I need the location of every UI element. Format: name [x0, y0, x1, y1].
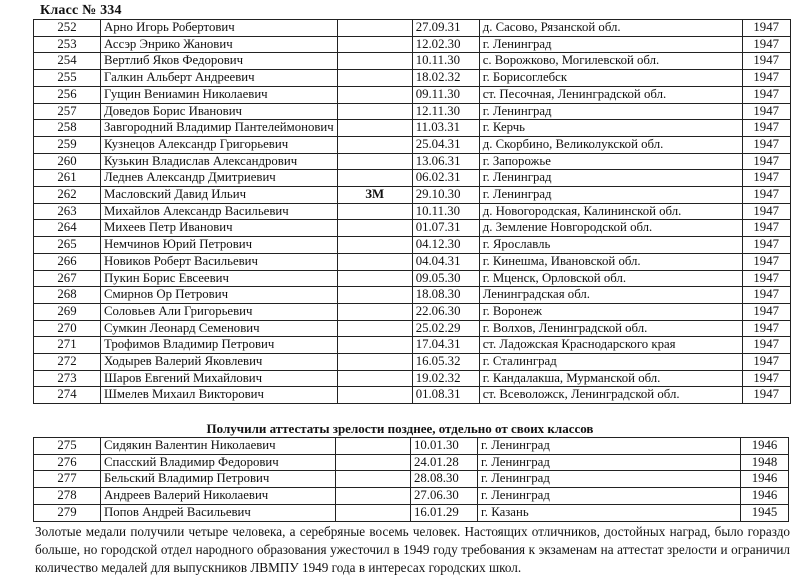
birth-date-cell: 10.11.30	[412, 53, 479, 70]
birth-place-cell: ст. Всеволожск, Ленинградской обл.	[479, 387, 742, 404]
medal-mark-cell	[336, 488, 411, 505]
birth-place-cell: г. Кандалакша, Мурманской обл.	[479, 370, 742, 387]
year-cell: 1947	[742, 220, 790, 237]
table-row	[34, 337, 791, 354]
student-name-cell: Арно Игорь Робертович	[101, 20, 338, 37]
student-name-cell: Шмелев Михаил Викторович	[101, 387, 338, 404]
birth-date-cell: 04.04.31	[412, 253, 479, 270]
birth-date-cell: 12.02.30	[412, 36, 479, 53]
section-title: Получили аттестаты зрелости позднее, отдельно от своих классов	[206, 421, 594, 436]
student-name-cell: Ассэр Энрико Жанович	[101, 36, 338, 53]
row-number-cell: 255	[34, 70, 101, 87]
birth-place-cell: г. Ленинград	[478, 454, 741, 471]
year-cell: 1947	[742, 237, 790, 254]
medal-mark-cell	[337, 253, 412, 270]
medal-mark-cell	[336, 504, 411, 521]
birth-date-cell: 10.01.30	[411, 438, 478, 455]
birth-date-cell: 18.02.32	[412, 70, 479, 87]
row-number-cell: 260	[34, 153, 101, 170]
table-row	[34, 454, 789, 471]
medal-mark-cell: ЗМ	[337, 187, 412, 204]
table-row	[34, 20, 791, 37]
birth-date-cell: 01.08.31	[412, 387, 479, 404]
student-name-cell: Смирнов Ор Петрович	[101, 287, 338, 304]
table-row	[34, 170, 791, 187]
student-name-cell: Галкин Альберт Андреевич	[101, 70, 338, 87]
birth-place-cell: г. Ленинград	[479, 103, 742, 120]
medal-mark-cell	[337, 354, 412, 371]
late-roster-table	[33, 437, 789, 522]
year-cell: 1946	[741, 438, 789, 455]
birth-date-cell: 11.03.31	[412, 120, 479, 137]
table-row	[34, 187, 791, 204]
row-number-cell: 275	[34, 438, 101, 455]
year-cell: 1947	[742, 36, 790, 53]
footnote-paragraph: Золотые медали получили четыре человека, а серебряные восемь человек. Настоящих отличников, достойных наград, было гораздо больше, но городской отдел народного образования ужесточил в 1949 году требования к экзаменам на аттестат зрелости и ограничил количество медалей для выпускников ЛВМПУ 1949 года в интересах городских школ.	[35, 524, 790, 576]
student-name-cell: Трофимов Владимир Петрович	[101, 337, 338, 354]
row-number-cell: 277	[34, 471, 101, 488]
row-number-cell: 270	[34, 320, 101, 337]
row-number-cell: 271	[34, 337, 101, 354]
year-cell: 1947	[742, 70, 790, 87]
birth-place-cell: Ленинградская обл.	[479, 287, 742, 304]
year-cell: 1947	[742, 136, 790, 153]
medal-mark-cell	[337, 20, 412, 37]
medal-mark-cell	[337, 153, 412, 170]
medal-mark-cell	[337, 303, 412, 320]
table-row	[34, 86, 791, 103]
table-row	[34, 354, 791, 371]
birth-place-cell: г. Ленинград	[479, 36, 742, 53]
birth-date-cell: 27.06.30	[411, 488, 478, 505]
medal-mark-cell	[337, 136, 412, 153]
year-cell: 1947	[742, 370, 790, 387]
birth-place-cell: д. Скорбино, Великолукской обл.	[479, 136, 742, 153]
medal-mark-cell	[336, 438, 411, 455]
table-row	[34, 237, 791, 254]
row-number-cell: 257	[34, 103, 101, 120]
birth-date-cell: 06.02.31	[412, 170, 479, 187]
medal-mark-cell	[337, 320, 412, 337]
birth-place-cell: д. Земление Новгородской обл.	[479, 220, 742, 237]
medal-mark-cell	[337, 103, 412, 120]
year-cell: 1947	[742, 320, 790, 337]
medal-mark-cell	[337, 36, 412, 53]
table-row	[34, 438, 789, 455]
row-number-cell: 253	[34, 36, 101, 53]
row-number-cell: 265	[34, 237, 101, 254]
medal-mark-cell	[337, 120, 412, 137]
main-roster-table	[33, 19, 791, 404]
birth-place-cell: г. Ленинград	[478, 471, 741, 488]
row-number-cell: 279	[34, 504, 101, 521]
row-number-cell: 256	[34, 86, 101, 103]
student-name-cell: Гущин Вениамин Николаевич	[101, 86, 338, 103]
birth-date-cell: 27.09.31	[412, 20, 479, 37]
student-name-cell: Попов Андрей Васильевич	[101, 504, 336, 521]
table-row	[34, 387, 791, 404]
row-number-cell: 272	[34, 354, 101, 371]
student-name-cell: Михайлов Александр Васильевич	[101, 203, 338, 220]
student-name-cell: Соловьев Али Григорьевич	[101, 303, 338, 320]
medal-mark-cell	[337, 237, 412, 254]
student-name-cell: Кузькин Владислав Александрович	[101, 153, 338, 170]
birth-place-cell: г. Казань	[478, 504, 741, 521]
table-row	[34, 471, 789, 488]
birth-date-cell: 29.10.30	[412, 187, 479, 204]
year-cell: 1948	[741, 454, 789, 471]
row-number-cell: 264	[34, 220, 101, 237]
student-name-cell: Кузнецов Александр Григорьевич	[101, 136, 338, 153]
birth-date-cell: 12.11.30	[412, 103, 479, 120]
year-cell: 1945	[741, 504, 789, 521]
birth-date-cell: 09.11.30	[412, 86, 479, 103]
birth-place-cell: ст. Ладожская Краснодарского края	[479, 337, 742, 354]
year-cell: 1947	[742, 287, 790, 304]
birth-place-cell: с. Ворожково, Могилевской обл.	[479, 53, 742, 70]
row-number-cell: 278	[34, 488, 101, 505]
year-cell: 1947	[742, 387, 790, 404]
table-row	[34, 36, 791, 53]
year-cell: 1947	[742, 170, 790, 187]
student-name-cell: Сидякин Валентин Николаевич	[101, 438, 336, 455]
year-cell: 1947	[742, 86, 790, 103]
year-cell: 1947	[742, 270, 790, 287]
medal-mark-cell	[337, 270, 412, 287]
row-number-cell: 268	[34, 287, 101, 304]
table-row	[34, 488, 789, 505]
table-row	[34, 253, 791, 270]
student-name-cell: Немчинов Юрий Петрович	[101, 237, 338, 254]
birth-date-cell: 01.07.31	[412, 220, 479, 237]
student-name-cell: Доведов Борис Иванович	[101, 103, 338, 120]
medal-mark-cell	[337, 86, 412, 103]
row-number-cell: 276	[34, 454, 101, 471]
year-cell: 1947	[742, 203, 790, 220]
birth-place-cell: г. Керчь	[479, 120, 742, 137]
year-cell: 1947	[742, 253, 790, 270]
student-name-cell: Пукин Борис Евсеевич	[101, 270, 338, 287]
table-row	[34, 53, 791, 70]
year-cell: 1947	[742, 354, 790, 371]
row-number-cell: 267	[34, 270, 101, 287]
year-cell: 1947	[742, 187, 790, 204]
student-name-cell: Шаров Евгений Михайлович	[101, 370, 338, 387]
row-number-cell: 254	[34, 53, 101, 70]
birth-date-cell: 19.02.32	[412, 370, 479, 387]
late-roster-body	[34, 438, 789, 522]
row-number-cell: 273	[34, 370, 101, 387]
row-number-cell: 259	[34, 136, 101, 153]
row-number-cell: 261	[34, 170, 101, 187]
medal-mark-cell	[337, 53, 412, 70]
row-number-cell: 262	[34, 187, 101, 204]
student-name-cell: Сумкин Леонард Семенович	[101, 320, 338, 337]
row-number-cell: 263	[34, 203, 101, 220]
row-number-cell: 258	[34, 120, 101, 137]
student-name-cell: Масловский Давид Ильич	[101, 187, 338, 204]
birth-date-cell: 18.08.30	[412, 287, 479, 304]
medal-mark-cell	[337, 337, 412, 354]
medal-mark-cell	[337, 387, 412, 404]
birth-date-cell: 28.08.30	[411, 471, 478, 488]
student-name-cell: Михеев Петр Иванович	[101, 220, 338, 237]
medal-mark-cell	[337, 203, 412, 220]
student-name-cell: Ходырев Валерий Яковлевич	[101, 354, 338, 371]
birth-place-cell: г. Воронеж	[479, 303, 742, 320]
table-row	[34, 287, 791, 304]
year-cell: 1947	[742, 153, 790, 170]
row-number-cell: 252	[34, 20, 101, 37]
birth-place-cell: г. Ярославль	[479, 237, 742, 254]
student-name-cell: Новиков Роберт Васильевич	[101, 253, 338, 270]
birth-place-cell: г. Ленинград	[479, 170, 742, 187]
year-cell: 1947	[742, 53, 790, 70]
student-name-cell: Леднев Александр Дмитриевич	[101, 170, 338, 187]
birth-place-cell: г. Ленинград	[479, 187, 742, 204]
class-title: Класс № 334	[40, 3, 122, 18]
table-row	[34, 270, 791, 287]
birth-date-cell: 17.04.31	[412, 337, 479, 354]
student-name-cell: Бельский Владимир Петрович	[101, 471, 336, 488]
table-row	[34, 370, 791, 387]
birth-place-cell: ст. Песочная, Ленинградской обл.	[479, 86, 742, 103]
birth-place-cell: г. Ленинград	[478, 438, 741, 455]
birth-place-cell: г. Мценск, Орловской обл.	[479, 270, 742, 287]
main-roster-body	[34, 20, 791, 404]
birth-place-cell: д. Новогородская, Калининской обл.	[479, 203, 742, 220]
birth-date-cell: 22.06.30	[412, 303, 479, 320]
table-row	[34, 120, 791, 137]
table-row	[34, 136, 791, 153]
year-cell: 1947	[742, 303, 790, 320]
birth-date-cell: 13.06.31	[412, 153, 479, 170]
year-cell: 1947	[742, 20, 790, 37]
table-row	[34, 103, 791, 120]
birth-date-cell: 24.01.28	[411, 454, 478, 471]
birth-date-cell: 09.05.30	[412, 270, 479, 287]
year-cell: 1946	[741, 471, 789, 488]
birth-place-cell: д. Сасово, Рязанской обл.	[479, 20, 742, 37]
medal-mark-cell	[337, 170, 412, 187]
student-name-cell: Андреев Валерий Николаевич	[101, 488, 336, 505]
year-cell: 1947	[742, 337, 790, 354]
year-cell: 1947	[742, 103, 790, 120]
table-row	[34, 303, 791, 320]
birth-place-cell: г. Запорожье	[479, 153, 742, 170]
birth-place-cell: г. Волхов, Ленинградской обл.	[479, 320, 742, 337]
row-number-cell: 266	[34, 253, 101, 270]
student-name-cell: Вертлиб Яков Федорович	[101, 53, 338, 70]
birth-date-cell: 16.05.32	[412, 354, 479, 371]
birth-date-cell: 10.11.30	[412, 203, 479, 220]
row-number-cell: 274	[34, 387, 101, 404]
year-cell: 1946	[741, 488, 789, 505]
table-row	[34, 153, 791, 170]
birth-place-cell: г. Кинешма, Ивановской обл.	[479, 253, 742, 270]
table-row	[34, 320, 791, 337]
year-cell: 1947	[742, 120, 790, 137]
birth-date-cell: 16.01.29	[411, 504, 478, 521]
table-row	[34, 504, 789, 521]
table-row	[34, 203, 791, 220]
table-row	[34, 70, 791, 87]
birth-date-cell: 25.02.29	[412, 320, 479, 337]
birth-date-cell: 04.12.30	[412, 237, 479, 254]
medal-mark-cell	[337, 70, 412, 87]
birth-place-cell: г. Борисоглебск	[479, 70, 742, 87]
student-name-cell: Завгородний Владимир Пантелеймонович	[101, 120, 338, 137]
birth-place-cell: г. Сталинград	[479, 354, 742, 371]
student-name-cell: Спасский Владимир Федорович	[101, 454, 336, 471]
medal-mark-cell	[336, 454, 411, 471]
birth-date-cell: 25.04.31	[412, 136, 479, 153]
medal-mark-cell	[336, 471, 411, 488]
table-row	[34, 220, 791, 237]
row-number-cell: 269	[34, 303, 101, 320]
medal-mark-cell	[337, 370, 412, 387]
birth-place-cell: г. Ленинград	[478, 488, 741, 505]
medal-mark-cell	[337, 220, 412, 237]
medal-mark-cell	[337, 287, 412, 304]
